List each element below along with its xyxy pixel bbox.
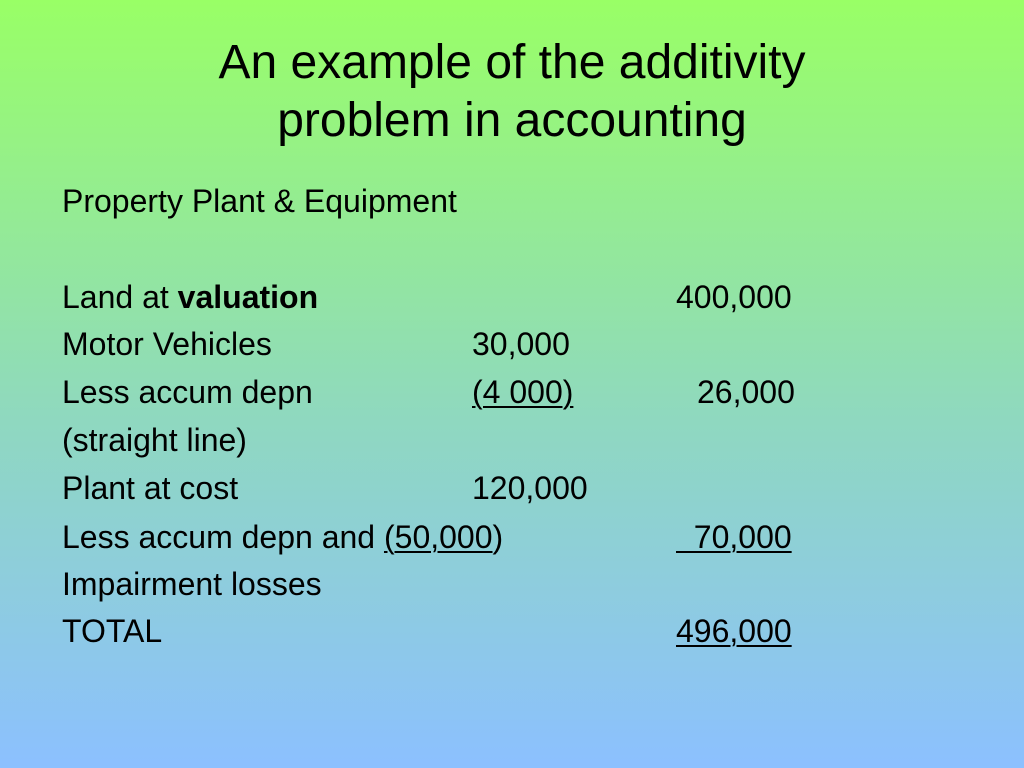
motor-amount: 30,000: [472, 326, 570, 362]
less-accum-depn-and-total: 70,000: [676, 519, 792, 555]
less-accum-depn-and-amount: (50,000: [383, 519, 493, 555]
section-heading: Property Plant & Equipment: [62, 183, 457, 219]
less-accum-depn-and-label: [62, 517, 503, 557]
straight-line-label: (straight line): [62, 422, 247, 458]
less-accum-depn-total: 26,000: [697, 374, 795, 410]
less-accum-depn-amount: (4 000): [472, 374, 574, 410]
title-line-1: An example of the additivity: [218, 36, 806, 89]
title-line-2: problem in accounting: [277, 94, 747, 147]
land-total: 400,000: [676, 279, 792, 315]
less-accum-depn-and-suffix: ): [492, 519, 504, 555]
plant-amount: 120,000: [472, 470, 588, 506]
land-label-bold: valuation: [177, 279, 319, 315]
grand-total: 496,000: [676, 613, 792, 649]
less-accum-depn-and-text: Less accum depn and: [62, 519, 384, 555]
slide-title: [0, 34, 1024, 150]
land-label: [62, 277, 318, 317]
land-label-prefix: Land at: [62, 279, 178, 315]
total-label: TOTAL: [62, 613, 163, 649]
impairment-label: Impairment losses: [62, 566, 322, 602]
motor-label: Motor Vehicles: [62, 326, 272, 362]
plant-label: Plant at cost: [62, 470, 239, 506]
less-accum-depn-label: Less accum depn: [62, 374, 313, 410]
